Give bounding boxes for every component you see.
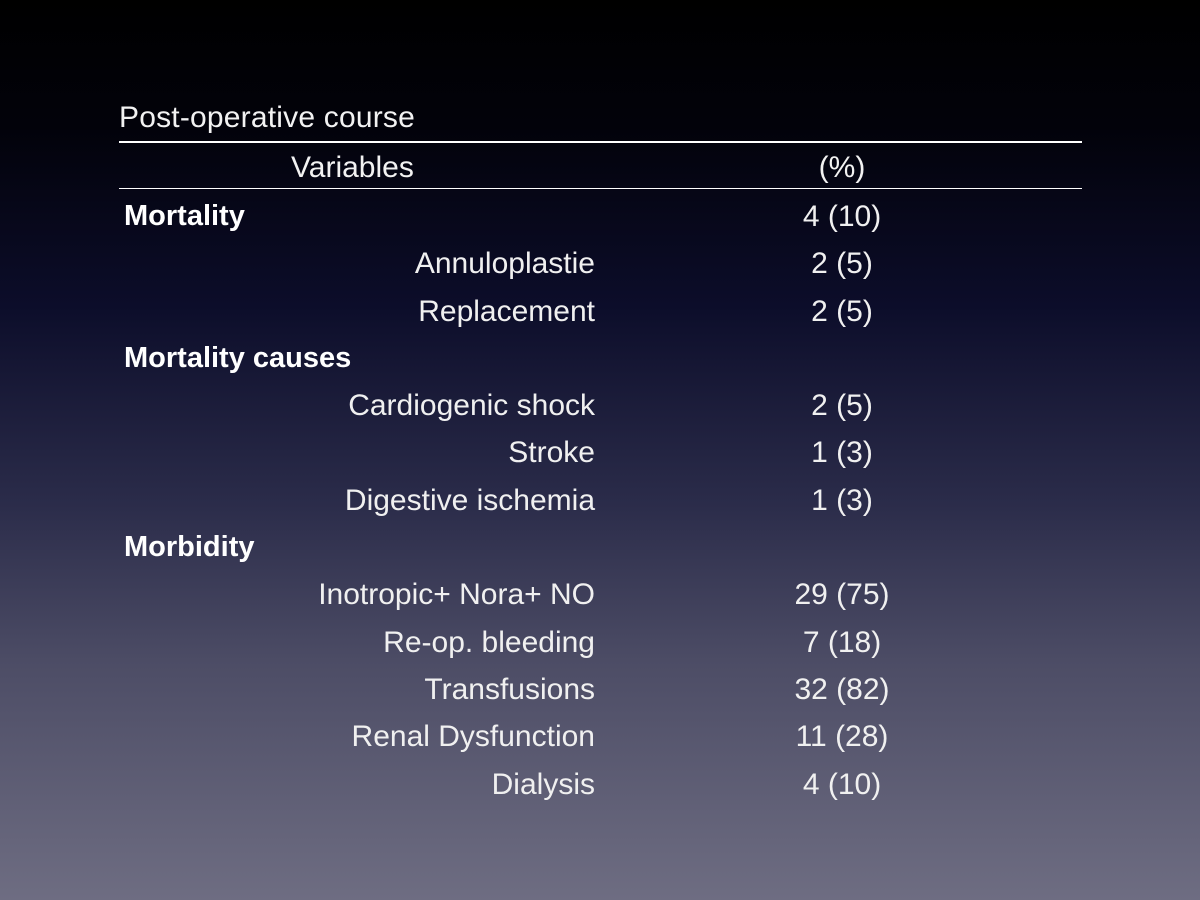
table-header-row xyxy=(0,151,1200,185)
row-label: Inotropic+ Nora+ NO xyxy=(318,578,595,612)
row-value: 4 (10) xyxy=(802,200,882,233)
row-value: 2 (5) xyxy=(811,294,873,328)
row-label: Renal Dysfunction xyxy=(351,720,595,754)
row-value: 11 (28) xyxy=(795,720,889,754)
row-label: Re-op. bleeding xyxy=(383,625,595,659)
row-value: 1 (3) xyxy=(811,436,873,470)
table-caption: Post-operative course xyxy=(119,101,416,134)
table-row-annuloplastie xyxy=(0,241,1200,288)
table-row-dialysis xyxy=(0,762,1200,809)
table-row-digestive-ischemia xyxy=(0,478,1200,525)
row-label: Dialysis xyxy=(491,767,595,801)
row-value: 2 (5) xyxy=(811,247,873,281)
table-row-reop-bleeding xyxy=(0,620,1200,667)
table-row-stroke xyxy=(0,430,1200,477)
table-top-rule xyxy=(119,141,1082,143)
header-variables: Variables xyxy=(291,151,414,184)
table-row-mortality xyxy=(0,194,1200,241)
row-label: Cardiogenic shock xyxy=(348,389,595,423)
table-header-rule xyxy=(119,188,1082,189)
row-label: Stroke xyxy=(508,436,595,470)
table-body xyxy=(0,194,1200,809)
row-label: Replacement xyxy=(418,294,595,328)
table-row-cardiogenic-shock xyxy=(0,383,1200,430)
row-value: 2 (5) xyxy=(811,389,873,423)
table-row-morbidity xyxy=(0,525,1200,572)
row-value: 1 (3) xyxy=(811,483,873,517)
row-value: 4 (10) xyxy=(802,767,882,801)
row-value: 32 (82) xyxy=(794,672,890,706)
row-label: Morbidity xyxy=(124,531,255,564)
row-label: Annuloplastie xyxy=(414,247,595,281)
header-percent: (%) xyxy=(818,151,866,184)
row-value: 29 (75) xyxy=(794,578,890,612)
table-row-replacement xyxy=(0,289,1200,336)
row-label: Mortality causes xyxy=(124,341,352,374)
table-row-renal-dysfunction xyxy=(0,714,1200,761)
row-label: Digestive ischemia xyxy=(344,483,595,517)
table-row-mortality-causes xyxy=(0,336,1200,383)
row-value: 7 (18) xyxy=(802,625,882,659)
row-label: Transfusions xyxy=(424,672,595,706)
row-label: Mortality xyxy=(124,200,245,232)
table-row-inotropic xyxy=(0,572,1200,619)
table-row-transfusions xyxy=(0,667,1200,714)
